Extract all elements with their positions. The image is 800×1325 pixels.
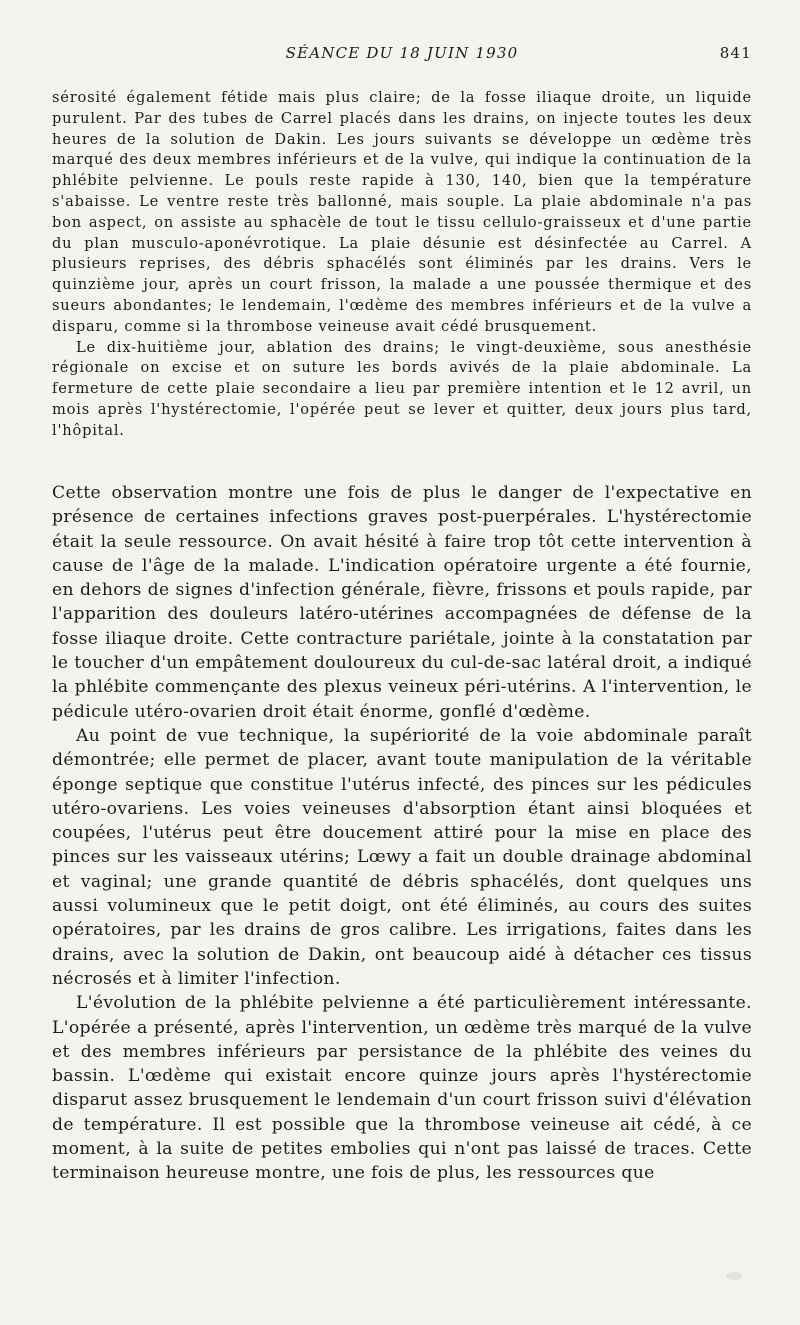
running-head: SÉANCE DU 18 JUIN 1930	[285, 44, 519, 62]
clinical-note-paragraph: sérosité également fétide mais plus claire; de la fosse iliaque droite, un liquide purulent. Par des tubes de Carrel placés dans les drains, on injecte toutes les deux heures de la solution de Dakin. Les jours suivants se développe un œdème très marqué des deux membres inférieurs et de la vulve, qui indique la continuation de la phlébite pelvienne. Le pouls reste rapide à 130, 140, bien que la température s'abaisse. Le ventre reste très ballonné, mais souple. La plaie abdominale n'a pas bon aspect, on assiste au sphacèle de tout le tissu cellulo-graisseux et d'une partie du plan musculo-aponévrotique. La plaie désunie est désinfectée au Carrel. A plusieurs reprises, des débris sphacélés sont éliminés par les drains. Vers le quinzième jour, après un court frisson, la malade a une poussée thermique et des sueurs abondantes; le lendemain, l'œdème des membres inférieurs et de la vulve a disparu, comme si la thrombose veineuse avait cédé brusquement.	[52, 89, 752, 335]
paper-smudge	[726, 1272, 742, 1280]
discussion-paragraph: L'évolution de la phlébite pelvienne a été particulièrement intéressante. L'opérée a présenté, après l'intervention, un œdème très marqué de la vulve et des membres inférieurs par persistance de la phlébite des veines du bassin. L'œdème qui existait encore quinze jours après l'hystérectomie disparut assez brusquement le lendemain d'un court frisson suivi d'élévation de température. Il est possible que la thrombose veineuse ait cédé, à ce moment, à la suite de petites embolies qui n'ont pas laissé de traces. Cette terminaison heureuse montre, une fois de plus, les ressources que	[52, 993, 752, 1184]
page-number: 841	[719, 44, 752, 62]
discussion-text	[52, 481, 752, 1186]
page-header	[52, 44, 752, 68]
discussion-paragraph: Cette observation montre une fois de plus le danger de l'expectative en présence de certaines infections graves post-puerpérales. L'hystérectomie était la seule ressource. On avait hésité à faire trop tôt cette intervention à cause de l'âge de la malade. L'indication opératoire urgente a été fournie, en dehors de signes d'infection générale, fièvre, frissons et pouls rapide, par l'apparition des douleurs latéro-utérines accompagnées de défense de la fosse iliaque droite. Cette contracture pariétale, jointe à la constatation par le toucher d'un empâtement douloureux du cul-de-sac latéral droit, a indiqué la phlébite commençante des plexus veineux péri-utérins. A l'intervention, le pédicule utéro-ovarien droit était énorme, gonflé d'œdème.	[52, 483, 752, 722]
clinical-note-paragraph: Le dix-huitième jour, ablation des drains; le vingt-deuxième, sous anesthésie régionale on excise et on suture les bords avivés de la plaie abdominale. La fermeture de cette plaie secondaire a lieu par première intention et le 12 avril, un mois après l'hystérectomie, l'opérée peut se lever et quitter, deux jours plus tard, l'hôpital.	[52, 338, 752, 439]
clinical-note	[52, 88, 752, 442]
discussion-paragraph: Au point de vue technique, la supériorité de la voie abdominale paraît démontrée; elle permet de placer, avant toute manipulation de la véritable éponge septique que constitue l'utérus infecté, des pinces sur les pédicules utéro-ovariens. Les voies veineuses d'absorption étant ainsi bloquées et coupées, l'utérus peut être doucement attiré pour la mise en place des pinces sur les vaisseaux utérins; Lœwy a fait un double drainage abdominal et vaginal; une grande quantité de débris sphacélés, dont quelques uns aussi volumineux que le petit doigt, ont été éliminés, au cours des suites opératoires, par les drains de gros calibre. Les irrigations, faites dans les drains, avec la solution de Dakin, ont beaucoup aidé à détacher ces tissus nécrosés et à limiter l'infection.	[52, 725, 752, 989]
